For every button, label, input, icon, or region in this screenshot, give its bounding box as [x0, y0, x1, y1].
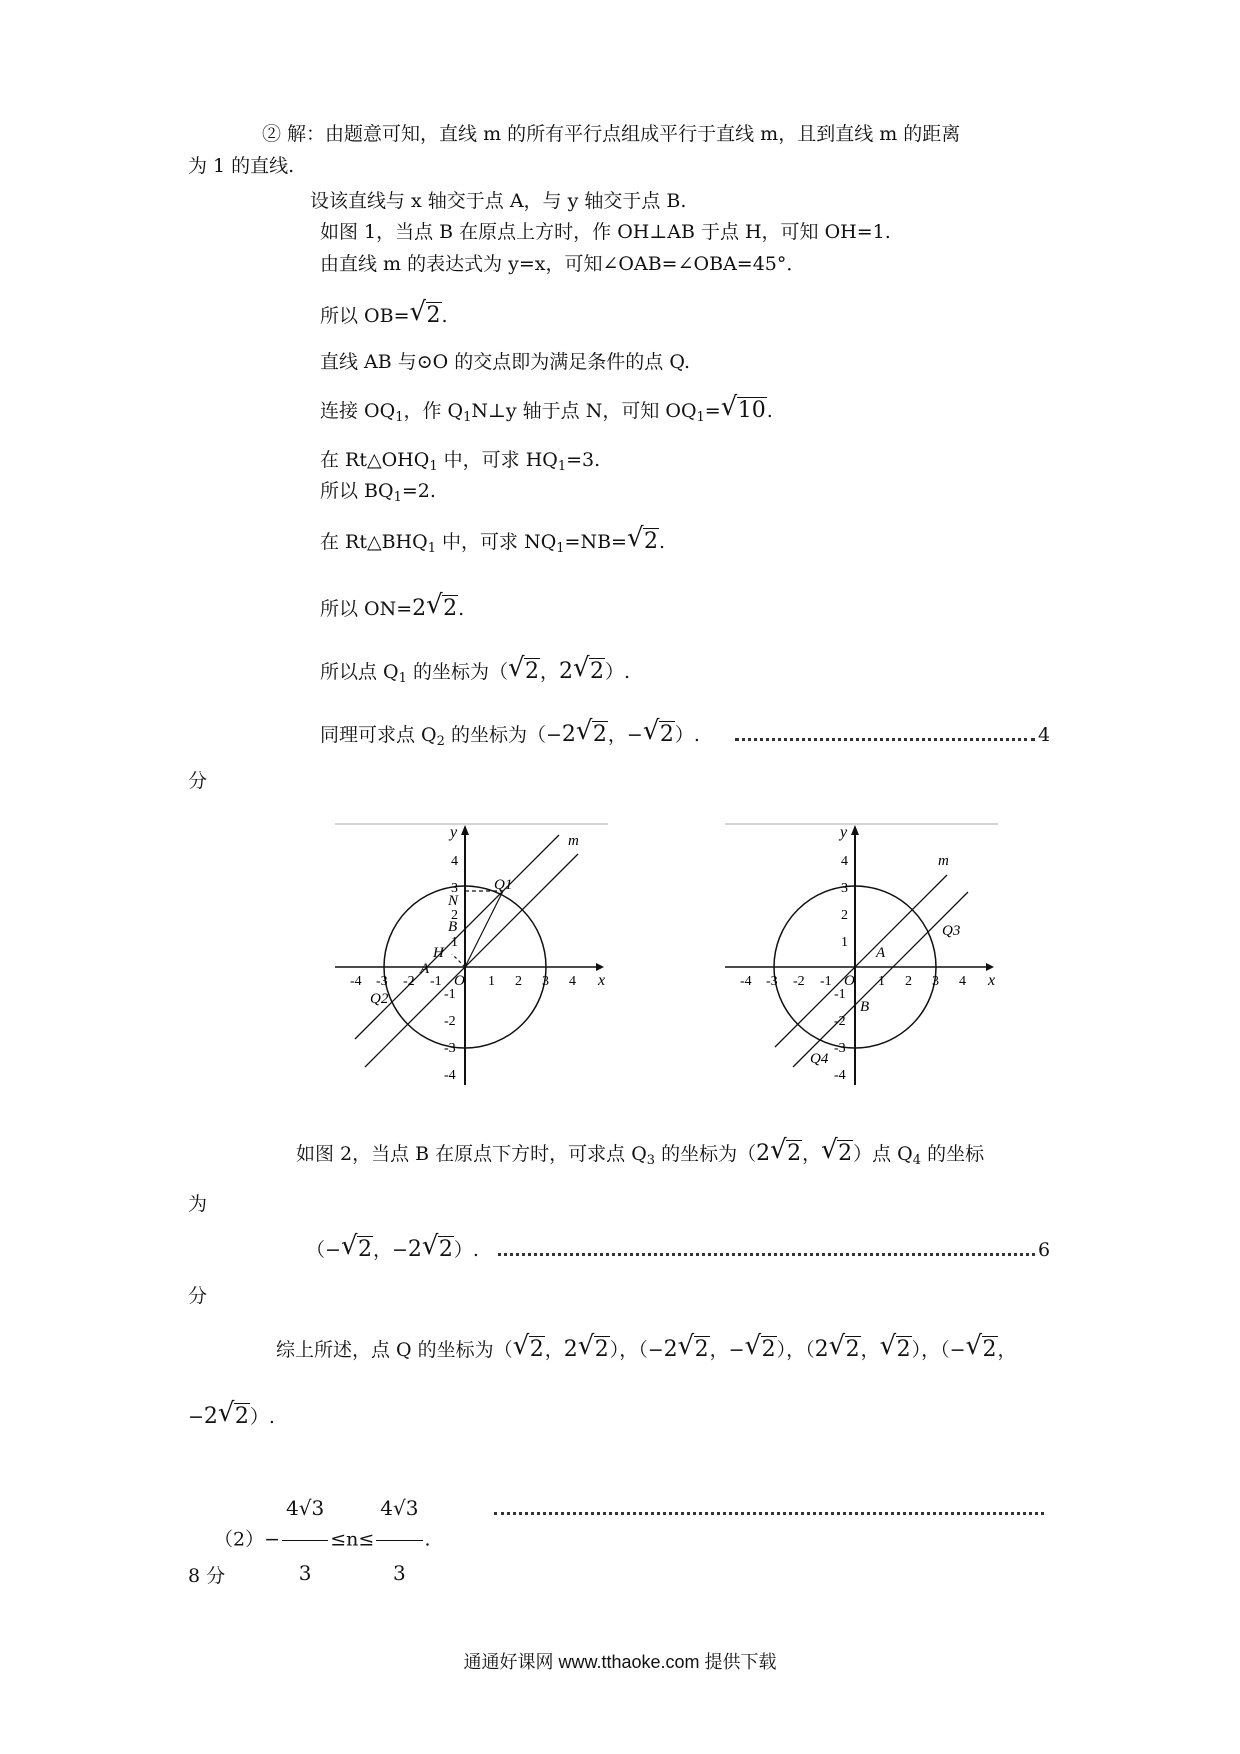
solution-line-9: 在 $Rt\triangle OHQ_1$ 中，可求 $HQ_1=3$.	[320, 449, 601, 474]
tick-label: 3	[542, 974, 549, 989]
y-axis-label: y	[840, 824, 848, 841]
tick-label: -1	[834, 987, 846, 1002]
dot-leader	[498, 1253, 1035, 1256]
figure-1	[330, 815, 610, 1095]
point-Q2-label: Q2	[370, 991, 389, 1007]
point-H-label: H	[433, 945, 444, 961]
tick-label: 4	[569, 974, 576, 989]
line-m-label: m	[568, 833, 579, 849]
tick-label: 4	[841, 854, 848, 869]
y-axis-label: y	[450, 824, 458, 841]
tick-label: 1	[841, 935, 848, 950]
tick-label: 3	[841, 881, 848, 896]
tick-label: -2	[793, 974, 805, 989]
solution-line-15: 如图 2，当点 B 在原点下方时，可求点 $Q_3$ 的坐标为（2√ 2，√ 2）点 $Q_4$ 的坐标	[296, 1140, 984, 1175]
tick-label: 2	[905, 974, 912, 989]
tick-label: -2	[444, 1014, 456, 1029]
tick-label: 2	[515, 974, 522, 989]
point-A-label: A	[420, 961, 430, 977]
tick-label: 3	[451, 881, 458, 896]
solution-line-14: 同理可求点 $Q_2$ 的坐标为（−2√ 2，−√ 2）.	[320, 721, 700, 756]
tick-label: 3	[932, 974, 939, 989]
tick-label: -4	[350, 974, 362, 989]
score-unit: 分	[188, 1285, 208, 1307]
solution-line-1: ② 解：由题意可知，直线 m 的所有平行点组成平行于直线 m，且到直线 m 的距离	[262, 123, 961, 145]
solution-line-8: 连接 $OQ_1$，作 $Q_1N\perp y$ 轴于点 N，可知 $OQ_1=√$ 10.	[320, 397, 773, 432]
solution-line-5: 由直线 m 的表达式为 y=x，可知∠OAB=∠OBA=45°．	[320, 253, 806, 275]
tick-label: 1	[878, 974, 885, 989]
tick-label: 4	[959, 974, 966, 989]
origin-label: O	[844, 973, 855, 989]
point-B-label: B	[448, 919, 458, 935]
tick-label: -4	[740, 974, 752, 989]
x-axis-label: x	[598, 972, 606, 989]
dot-leader	[735, 738, 1035, 741]
line-m-label: m	[938, 853, 949, 869]
tick-label: 2	[841, 908, 848, 923]
line-m	[775, 875, 947, 1047]
solution-line-4: 如图 1，当点 B 在原点上方时，作 OH⊥AB 于点 H，可知 OH=1.	[320, 221, 891, 243]
score-8: 8 分	[188, 1565, 226, 1587]
solution-line-11: 在 $Rt\triangle BHQ_1$ 中，可求 $NQ_1=NB=√$ 2.	[320, 528, 665, 563]
tick-label: -2	[403, 974, 415, 989]
figure-2	[720, 815, 1000, 1095]
solution-line-6: 所以 OB=√ 2.	[320, 302, 448, 330]
x-axis-label: x	[988, 972, 996, 989]
tick-label: 4	[451, 854, 458, 869]
point-Q3-label: Q3	[942, 923, 961, 939]
solution-line-12: 所以 ON=2√ 2.	[320, 595, 464, 623]
solution-line-16: 为	[188, 1193, 208, 1215]
tick-label: 1	[488, 974, 495, 989]
solution-line-3: 设该直线与 x 轴交于点 A，与 y 轴交于点 B.	[310, 190, 687, 212]
dot-leader	[494, 1512, 1044, 1515]
segment-OQ1	[465, 891, 503, 967]
solution-line-10: 所以 $BQ_1=2$.	[320, 480, 436, 505]
tick-label: 2	[451, 908, 458, 923]
tick-label: -1	[444, 987, 456, 1002]
segment-OH	[452, 954, 465, 967]
solution-line-2: 为 1 的直线.	[188, 155, 295, 177]
point-Q4-label: Q4	[810, 1051, 829, 1067]
solution-line-19: −2√ 2）.	[188, 1403, 275, 1431]
score-4: 4	[1038, 724, 1051, 746]
score-6: 6	[1038, 1239, 1051, 1261]
score-unit: 分	[188, 770, 208, 792]
tick-label: -3	[444, 1041, 456, 1056]
fraction: $\frac{4√3}{3}$	[376, 1476, 422, 1605]
tick-label: -1	[820, 974, 832, 989]
part-2-answer: （2）− $\frac{4√3}{3}$ ≤n≤ $\frac{4√3}{3}$ .	[214, 1476, 431, 1605]
solution-line-13: 所以点 $Q_1$ 的坐标为（√ 2，2√ 2）.	[320, 658, 630, 693]
solution-line-18: 综上所述，点 Q 的坐标为（√ 2，2√ 2），（−2√ 2，−√ 2），（2√ 2，√ 2），（−√ 2，	[276, 1336, 1017, 1364]
tick-label: -4	[444, 1068, 456, 1083]
tick-label: -4	[834, 1068, 846, 1083]
point-Q1-label: Q1	[494, 877, 513, 893]
point-N-label: N	[448, 893, 459, 909]
tick-label: -3	[766, 974, 778, 989]
tick-label: -3	[834, 1041, 846, 1056]
solution-line-17: （−√ 2，−2√ 2）.	[306, 1236, 479, 1264]
tick-label: -1	[430, 974, 442, 989]
tick-label: -2	[834, 1014, 846, 1029]
tick-label: -3	[376, 974, 388, 989]
point-A-label: A	[876, 945, 886, 961]
footer-source: 通通好课网 www.tthaoke.com 提供下载	[463, 1652, 777, 1672]
point-B-label: B	[860, 999, 870, 1015]
tick-label: 1	[451, 935, 458, 950]
fraction: $\frac{4√3}{3}$	[282, 1476, 328, 1605]
origin-label: O	[454, 973, 465, 989]
solution-line-7: 直线 AB 与⊙O 的交点即为满足条件的点 Q.	[320, 351, 691, 373]
